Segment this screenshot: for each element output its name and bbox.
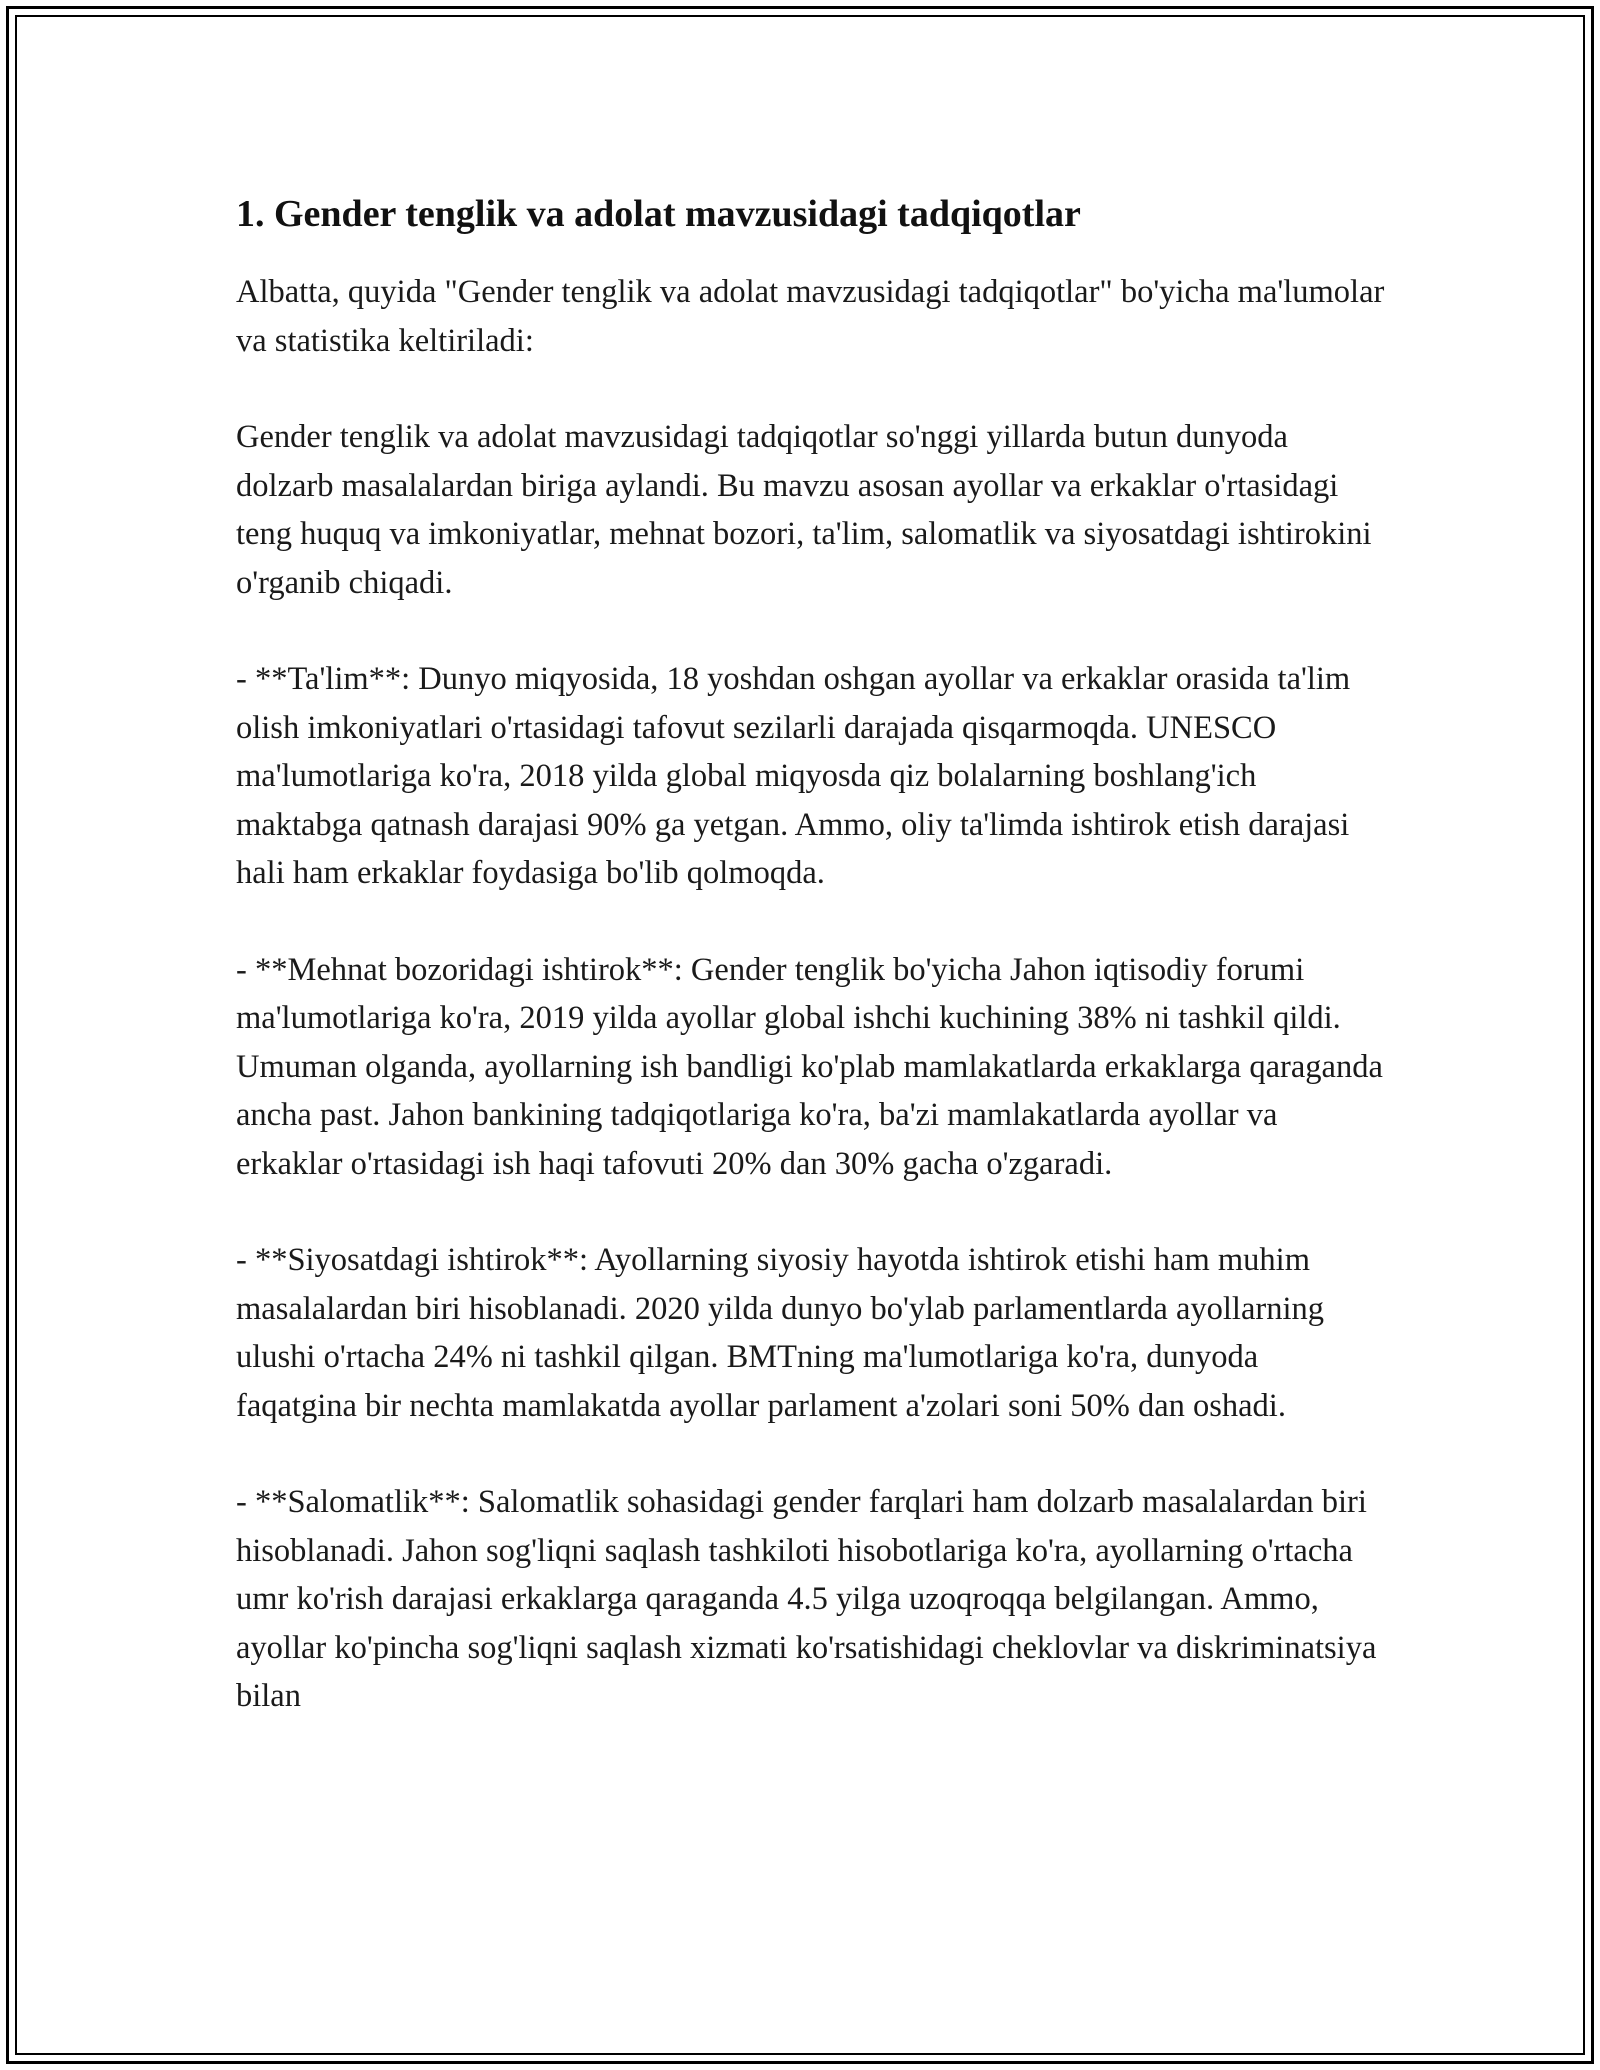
health-paragraph: - **Salomatlik**: Salomatlik sohasidagi gender farqlari ham dolzarb masalalardan biri hisoblanadi. Jahon sog'liqni saqlash tashkiloti hisobotlariga ko'ra, ayollarning o'rtacha umr ko'rish darajasi erkaklarga qaraganda 4.5 yilga uzoqroqqa belgilangan. Ammo, ayollar ko'pincha sog'liqni saqlash xizmati ko'rsatishidagi cheklovlar va diskriminatsiya bilan bbox=[236, 1484, 1377, 1714]
labor-market-paragraph: - **Mehnat bozoridagi ishtirok**: Gender tenglik bo'yicha Jahon iqtisodiy forumi ma'lumotlariga ko'ra, 2019 yilda ayollar global ishchi kuchining 38% ni tashkil qildi. Umuman olganda, ayollarning ish bandligi ko'plab mamlakatlarda erkaklarga qaraganda ancha past. Jahon bankining tadqiqotlariga ko'ra, ba'zi mamlakatlarda ayollar va erkaklar o'rtasidagi ish haqi tafovuti 20% dan 30% gacha o'zgaradi. bbox=[236, 951, 1383, 1182]
politics-paragraph: - **Siyosatdagi ishtirok**: Ayollarning siyosiy hayotda ishtirok etishi ham muhim masalalardan biri hisoblanadi. 2020 yilda dunyo bo'ylab parlamentlarda ayollarning ulushi o'rtacha 24% ni tashkil qilgan. BMTning ma'lumotlariga ko'ra, dunyoda faqatgina bir nechta mamlakatda ayollar parlament a'zolari soni 50% dan oshadi. bbox=[236, 1242, 1324, 1424]
overview-paragraph: Gender tenglik va adolat mavzusidagi tadqiqotlar so'nggi yillarda butun dunyoda dolzarb masalalardan biriga aylandi. Bu mavzu asosan ayollar va erkaklar o'rtasidagi teng huquq va imkoniyatlar, mehnat bozori, ta'lim, salomatlik va siyosatdagi ishtirokini o'rganib chiqadi. bbox=[236, 419, 1372, 601]
intro-paragraph: Albatta, quyida "Gender tenglik va adolat mavzusidagi tadqiqotlar" bo'yicha ma'lumolar va statistika keltiriladi: bbox=[236, 274, 1385, 359]
education-paragraph: - **Ta'lim**: Dunyo miqyosida, 18 yoshdan oshgan ayollar va erkaklar orasida ta'lim olish imkoniyatlari o'rtasidagi tafovut sezilarli darajada qisqarmoqda. UNESCO ma'lumotlariga ko'ra, 2018 yilda global miqyosda qiz bolalarning boshlang'ich maktabga qatnash darajasi 90% ga yetgan. Ammo, oliy ta'limda ishtirok etish darajasi hali ham erkaklar foydasiga bo'lib qolmoqda. bbox=[236, 661, 1351, 891]
document-body bbox=[236, 186, 1386, 1769]
document-title: 1. Gender tenglik va adolat mavzusidagi tadqiqotlar bbox=[236, 193, 1081, 235]
